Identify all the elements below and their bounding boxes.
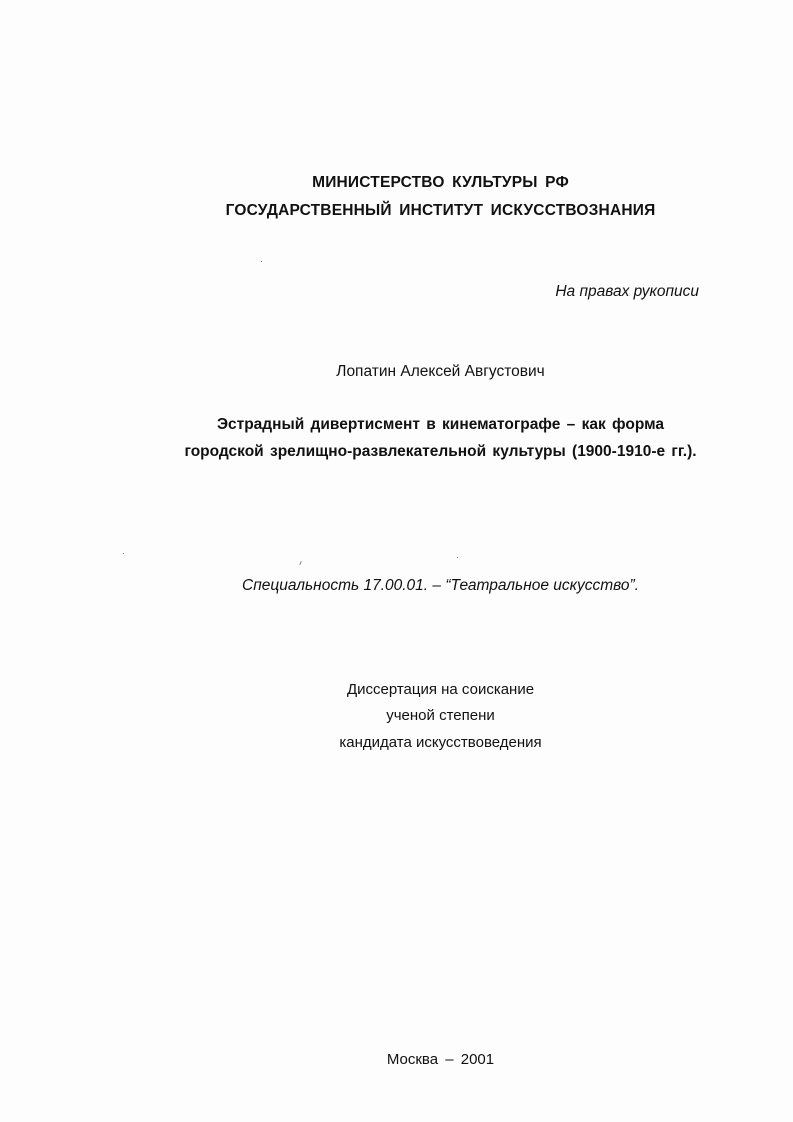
scan-speck [261, 261, 262, 262]
city-year: Москва – 2001 [386, 1051, 495, 1068]
dissertation-title-line-2: городской зрелищно-развлекательной культуры (1900-1910-е гг.). [184, 443, 697, 460]
scan-speck [299, 561, 302, 565]
degree-line-3: кандидата искусствоведения [339, 734, 542, 751]
specialty-line: Специальность 17.00.01. – “Театральное искусство”. [242, 577, 639, 594]
dissertation-title-line-1: Эстрадный дивертисмент в кинематографе – как форма [216, 416, 665, 433]
degree-line-1: Диссертация на соискание [346, 681, 535, 698]
institute-heading: ГОСУДАРСТВЕННЫЙ ИНСТИТУТ ИСКУССТВОЗНАНИЯ [225, 202, 656, 219]
manuscript-note: На правах рукописи [555, 283, 699, 300]
scan-speck [457, 557, 458, 558]
author-name: Лопатин Алексей Августович [336, 363, 545, 380]
degree-line-2: ученой степени [386, 707, 495, 724]
ministry-heading: МИНИСТЕРСТВО КУЛЬТУРЫ РФ [312, 174, 569, 191]
scan-speck [123, 553, 124, 554]
